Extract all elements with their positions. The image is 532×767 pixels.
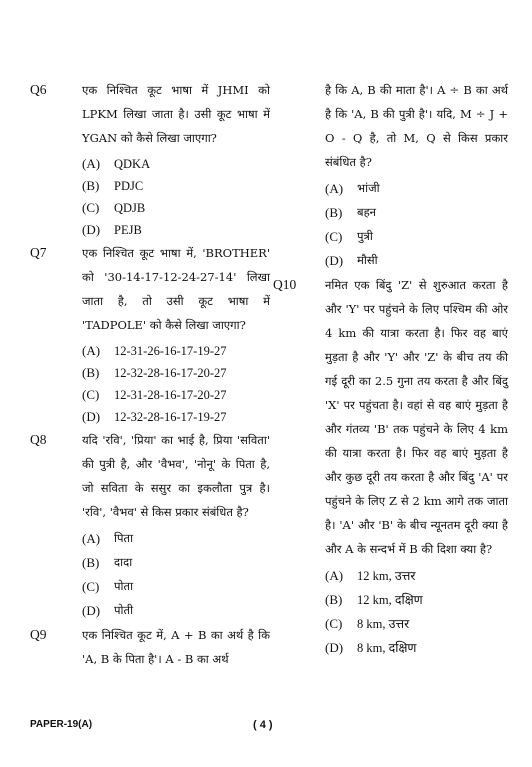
- options-list: [325, 564, 508, 660]
- option-label: (C): [325, 229, 343, 244]
- option-label: (A): [325, 181, 344, 196]
- question-7: [30, 241, 270, 428]
- option-text: 12 km, दक्षिण: [357, 593, 423, 607]
- option-text: पोता: [114, 581, 134, 593]
- option-c[interactable]: [82, 575, 270, 599]
- question-number: Q8: [30, 432, 47, 447]
- option-d[interactable]: [82, 219, 270, 241]
- question-9: [30, 623, 270, 671]
- option-text: पुत्री: [357, 231, 373, 243]
- options-list: [82, 340, 270, 428]
- option-text: पिता: [114, 533, 134, 545]
- option-text: बहन: [357, 207, 377, 219]
- option-label: (D): [325, 253, 344, 268]
- option-text: 12 km, उत्तर: [357, 569, 416, 583]
- option-text: 8 km, उत्तर: [357, 617, 410, 631]
- option-label: (A): [325, 568, 344, 583]
- question-number: Q9: [30, 627, 47, 642]
- right-column: [273, 78, 508, 660]
- option-label: (B): [325, 592, 343, 607]
- page-number: ( 4 ): [253, 719, 273, 731]
- option-a[interactable]: [82, 340, 270, 362]
- question-8: [30, 428, 270, 623]
- option-text: QDKA: [114, 157, 151, 171]
- option-label: (C): [82, 200, 100, 215]
- option-label: (C): [325, 616, 343, 631]
- option-c[interactable]: [325, 225, 508, 249]
- option-text: PDJC: [114, 179, 144, 193]
- question-9-continued: [283, 78, 508, 273]
- question-text-part2: है कि A, B की माता है'। A ÷ B का अर्थ है कि 'A, B की पुत्री है'। यदि, M ÷ J + O - Q है, तो M, Q से किस प्रकार संबंधित है?: [325, 83, 508, 169]
- options-list: [325, 177, 508, 273]
- option-b[interactable]: [82, 362, 270, 384]
- option-c[interactable]: [325, 612, 508, 636]
- question-text: नमित एक बिंदु 'Z' से शुरुआत करता है और 'Y' पर पहुंचने के लिए पश्चिम की ओर 4 km की यात्रा करता है। फिर वह बाएं मुड़ता है और 'Y' और 'Z' के बीच तय की गई दूरी का 2.5 गुना तय करता है और बिंदु 'X' पर पहुंचता है। वहां से वह बाएं मुड़ता है और गंतव्य 'B' तक पहुंचने के लिए 4 km की यात्रा करता है। फिर वह बाएं मुड़ता है और कुछ दूरी तय करता है और बिंदु 'A' पर पहुंचने के लिए Z से 2 km आगे तक जाता है। 'A' और 'B' के बीच न्यूनतम दूरी क्या है और A के सन्दर्भ में B की दिशा क्या है?: [325, 278, 508, 556]
- option-label: (B): [82, 178, 100, 193]
- option-label: (A): [82, 343, 101, 358]
- option-label: (D): [82, 222, 101, 237]
- option-text: दादा: [114, 557, 133, 569]
- option-label: (C): [82, 579, 100, 594]
- option-label: (D): [82, 603, 101, 618]
- option-d[interactable]: [325, 249, 508, 273]
- question-text: एक निश्चित कूट भाषा में, 'BROTHER' को '30-14-17-12-24-27-14' लिखा जाता है, तो उसी कूट भाषा में 'TADPOLE' को कैसे लिखा जाएगा?: [82, 246, 270, 332]
- option-text: मौसी: [357, 255, 378, 267]
- option-d[interactable]: [325, 636, 508, 660]
- option-a[interactable]: [82, 527, 270, 551]
- option-d[interactable]: [82, 599, 270, 623]
- option-label: (C): [82, 387, 100, 402]
- option-label: (B): [82, 365, 100, 380]
- paper-code: PAPER-19(A): [30, 719, 93, 730]
- option-label: (B): [325, 205, 343, 220]
- option-text: PEJB: [114, 223, 142, 237]
- option-d[interactable]: [82, 406, 270, 428]
- option-text: भांजी: [357, 183, 380, 195]
- option-b[interactable]: [82, 175, 270, 197]
- question-text: यदि 'रवि', 'प्रिया' का भाई है, प्रिया 'सविता' की पुत्री है, और 'वैभव', 'नोनू' के पिता है, जो सविता के ससुर का इकलौता पुत्र है। 'रवि', 'वैभव' से किस प्रकार संबंधित है?: [82, 433, 270, 519]
- option-b[interactable]: [325, 588, 508, 612]
- option-label: (B): [82, 555, 100, 570]
- option-c[interactable]: [82, 384, 270, 406]
- option-label: (A): [82, 156, 101, 171]
- option-label: (A): [82, 531, 101, 546]
- option-label: (D): [82, 409, 101, 424]
- option-b[interactable]: [325, 201, 508, 225]
- question-text-part1: एक निश्चित कूट में, A + B का अर्थ है कि 'A, B के पिता है'। A - B का अर्थ: [82, 628, 270, 666]
- question-number: Q6: [30, 82, 47, 97]
- option-text: 12-31-26-16-17-19-27: [114, 344, 227, 358]
- option-text: पोती: [114, 605, 134, 617]
- question-text: एक निश्चित कूट भाषा में JHMI को LPKM लिखा जाता है। उसी कूट भाषा में YGAN को कैसे लिखा जाएगा?: [82, 83, 270, 145]
- options-list: [82, 527, 270, 623]
- left-column: [30, 78, 270, 671]
- question-6: [30, 78, 270, 241]
- options-list: [82, 153, 270, 241]
- page-footer: [30, 719, 500, 739]
- question-number: Q10: [273, 277, 297, 292]
- option-label: (D): [325, 640, 344, 655]
- question-10: [273, 273, 508, 660]
- option-text: 12-32-28-16-17-19-27: [114, 410, 227, 424]
- option-text: 8 km, दक्षिण: [357, 641, 417, 655]
- option-a[interactable]: [325, 564, 508, 588]
- option-text: 12-31-28-16-17-20-27: [114, 388, 227, 402]
- option-text: QDJB: [114, 201, 146, 215]
- option-c[interactable]: [82, 197, 270, 219]
- question-number: Q7: [30, 245, 47, 260]
- option-a[interactable]: [325, 177, 508, 201]
- option-b[interactable]: [82, 551, 270, 575]
- option-a[interactable]: [82, 153, 270, 175]
- option-text: 12-32-28-16-17-20-27: [114, 366, 227, 380]
